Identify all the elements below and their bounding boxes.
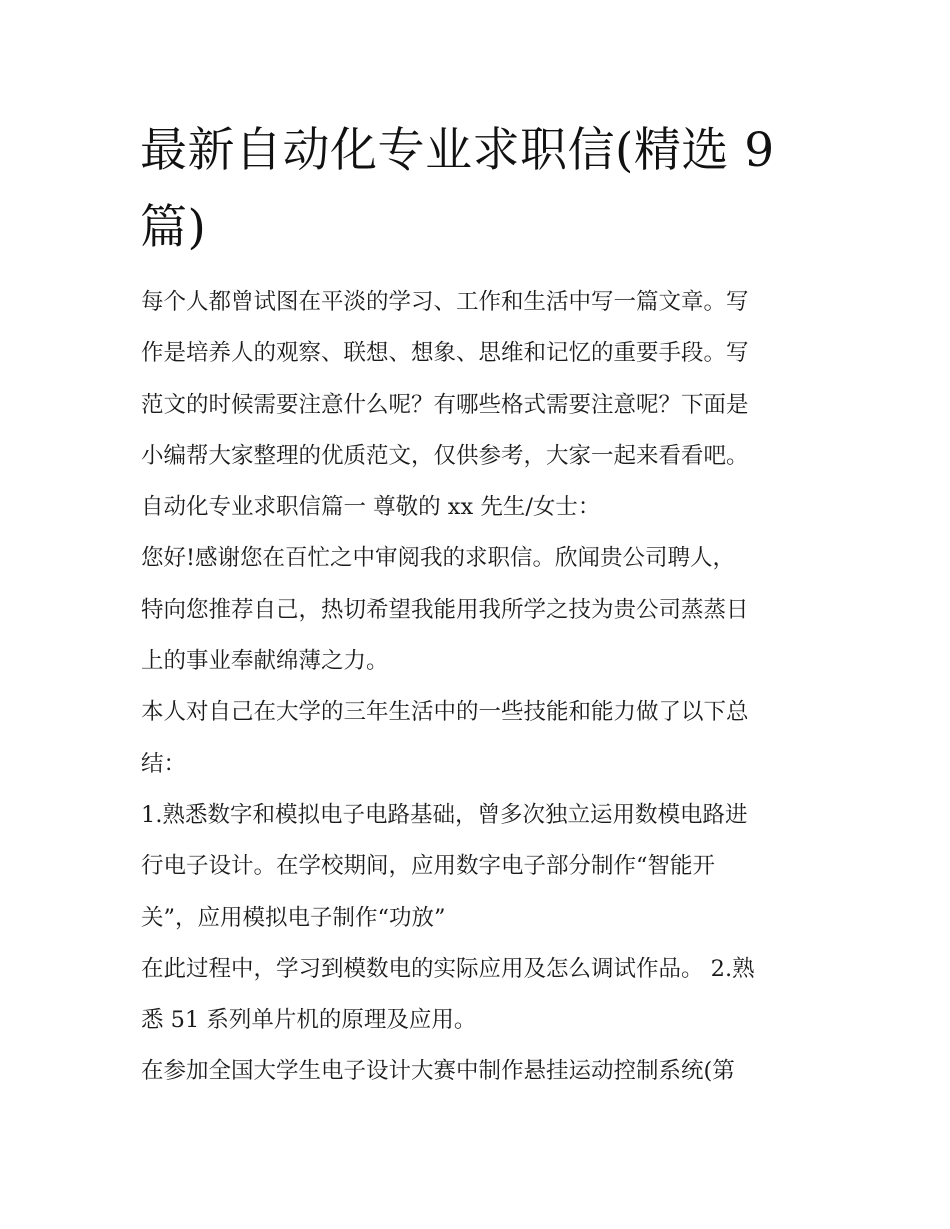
- title-line: 篇): [140, 200, 207, 255]
- text-line: 行电子设计。在学校期间，应用数字电子部分制作“智能开: [141, 853, 716, 880]
- skill-item-paragraph: [141, 790, 821, 944]
- text-line: 上的事业奉献绵薄之力。: [141, 648, 389, 675]
- text-line: 在参加全国大学生电子设计大赛中制作悬挂运动控制系统(第: [141, 1058, 735, 1085]
- greeting-paragraph: [141, 533, 821, 687]
- summary-intro-paragraph: [141, 687, 821, 790]
- text-line: 自动化专业求职信篇一 尊敬的 xx 先生/女士：: [141, 494, 601, 521]
- text-line: 本人对自己在大学的三年生活中的一些技能和能力做了以下总: [141, 699, 749, 726]
- document-title: [140, 112, 820, 266]
- title-line: 最新自动化专业求职信(精选 9: [140, 123, 775, 178]
- intro-paragraph: [141, 277, 821, 482]
- text-line: 您好!感谢您在百忙之中审阅我的求职信。欣闻贵公司聘人，: [141, 545, 736, 572]
- salutation-paragraph: [141, 482, 821, 533]
- text-line: 每个人都曾试图在平淡的学习、工作和生活中写一篇文章。写: [141, 289, 749, 315]
- text-line: 在此过程中，学习到模数电的实际应用及怎么调试作品。 2.熟: [141, 955, 755, 982]
- text-line: 小编帮大家整理的优质范文，仅供参考，大家一起来看看吧。: [141, 442, 749, 469]
- text-line: 范文的时候需要注意什么呢？有哪些格式需要注意呢？下面是: [141, 391, 749, 418]
- document-body: [141, 277, 821, 1098]
- competition-paragraph: [141, 1046, 821, 1097]
- text-line: 特向您推荐自己，热切希望我能用我所学之技为贵公司蒸蒸日: [141, 596, 749, 623]
- text-line: 1.熟悉数字和模拟电子电路基础，曾多次独立运用数模电路进: [141, 801, 748, 828]
- text-line: 作是培养人的观察、联想、想象、思维和记忆的重要手段。写: [141, 340, 749, 367]
- text-line: 悉 51 系列单片机的原理及应用。: [141, 1007, 477, 1034]
- text-line: 结：: [141, 750, 187, 777]
- text-line: 关”，应用模拟电子制作“功放”: [141, 904, 446, 931]
- skill-item-paragraph: [141, 944, 821, 1047]
